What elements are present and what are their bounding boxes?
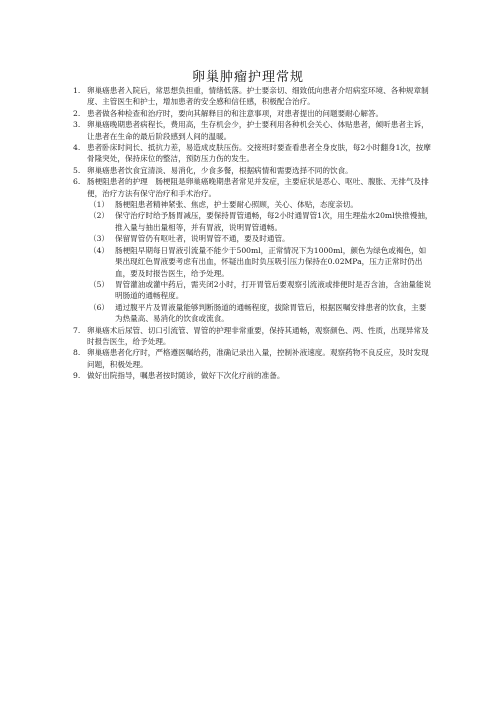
list-item [73, 176, 433, 199]
item-text: 患者卧床时间长、抵抗力差，易造成皮肤压伤。交接班时要查看患者全身皮肤，每2小时翻身1次，按摩骨隆突处，保持床位的整洁，预防压力伤的发生。 [87, 143, 431, 164]
item-number: 7. [73, 325, 81, 335]
item-number: 6. [73, 177, 81, 187]
sub-item-number: （4） [89, 245, 110, 255]
sub-list-item [73, 245, 433, 279]
item-text: 卵巢癌患者入院后，常思想负担重，情绪低落。护士要亲切、细致低向患者介绍病室环境、各种规章制度、主管医生和护士，增加患者的安全感和信任感，积极配合治疗。 [87, 86, 429, 107]
item-text: 卵巢癌患者化疗时，严格遵医嘱给药，准确记录出入量，控制补液速度。观察药物不良反应，及时发现问题，积极处理。 [87, 348, 429, 369]
sub-item-number: （5） [89, 279, 110, 289]
item-number: 3. [73, 120, 81, 130]
page-title: 卵巢肿瘤护理常规 [191, 70, 304, 85]
item-text: 做好出院指导，嘱患者按时随诊，做好下次化疗前的准备。 [87, 371, 285, 381]
sub-item-number: （6） [89, 302, 110, 312]
item-number: 1. [73, 86, 81, 95]
sub-list-item [73, 279, 433, 302]
sub-item-text: 胃管灌油或灌中药后，需夹闭2小时，打开胃管后要观察引流液或排便时是否含油，含油量能说明肠道的通畅程度。 [115, 279, 432, 301]
list-item [73, 325, 433, 348]
list-item [73, 370, 433, 381]
sub-item-number: （1） [89, 200, 110, 210]
item-number: 9. [73, 371, 81, 381]
list-item [73, 165, 433, 176]
sub-item-number: （2） [89, 211, 110, 221]
sub-item-text: 肠梗阻早期每日胃液引流量不能少于500ml，正常情况下为1000ml，颜色为绿色或褐色，如果出现红色胃液要考虑有出血，怀疑出血时负压吸引压力保持在0.02MPa，压力正常时仍出血，要及时报告医生，给予处理。 [115, 245, 427, 278]
sub-item-text: 通过腹平片及胃液量能够判断肠道的通畅程度，拔除胃管后，根据医嘱安排患者的饮食，主要为热量高、易消化的饮食或流食。 [115, 302, 427, 324]
list-item [73, 119, 433, 142]
sub-item-text: 保留胃管仍有呕吐者，说明胃管不通，要及时通管。 [115, 234, 290, 244]
item-text: 肠梗阻患者的护理 肠梗阻是卵巢癌晚期患者常见并发症，主要症状是恶心、呕吐、腹胀、无排气及排便，治疗方法有保守治疗和手术治疗。 [87, 177, 429, 198]
sub-item-text: 肠梗阻患者精神紧张、焦虑，护士要耐心照顾，关心、体贴，态度亲切。 [115, 200, 358, 210]
list-item [73, 142, 433, 165]
item-number: 8. [73, 348, 81, 358]
sub-item-number: （3） [89, 234, 110, 244]
item-text: 卵巢癌术后尿管、切口引流管、胃管的护理非常重要，保持其通畅，观察颜色、两、性质，出现异常及时报告医生，给予处理。 [87, 325, 429, 346]
sub-list-item [73, 302, 433, 325]
item-text: 卵巢癌患者饮食宜清淡、易消化，少食多餐，根据病情和需要选择不同的饮食。 [87, 165, 353, 175]
list-item [73, 108, 433, 119]
item-number: 4. [73, 143, 81, 153]
sub-list-item [73, 199, 433, 210]
item-text: 患者做各种检查和治疗时，要向其解释目的和注意事项，对患者提出的问题要耐心解答。 [87, 108, 384, 118]
list-item [73, 347, 433, 370]
item-text: 卵巢癌晚期患者病程长，费用高，生存机会少，护士要利用各种机会关心、体贴患者，倾听患者主诉，让患者在生命的最后阶段感到人间的温暖。 [87, 120, 429, 141]
list-item [73, 85, 433, 108]
sub-list-item [73, 210, 433, 233]
item-number: 5. [73, 165, 81, 175]
sub-list-item [73, 233, 433, 244]
document-body [73, 85, 433, 382]
item-number: 2. [73, 108, 81, 118]
sub-item-text: 保守治疗时给予肠胃减压，要保持胃管通畅，每2小时通胃管1次，用生理盐水20ml快推慢抽，推入量与抽出量相等，并有胃液，说明胃管通畅。 [115, 211, 433, 232]
